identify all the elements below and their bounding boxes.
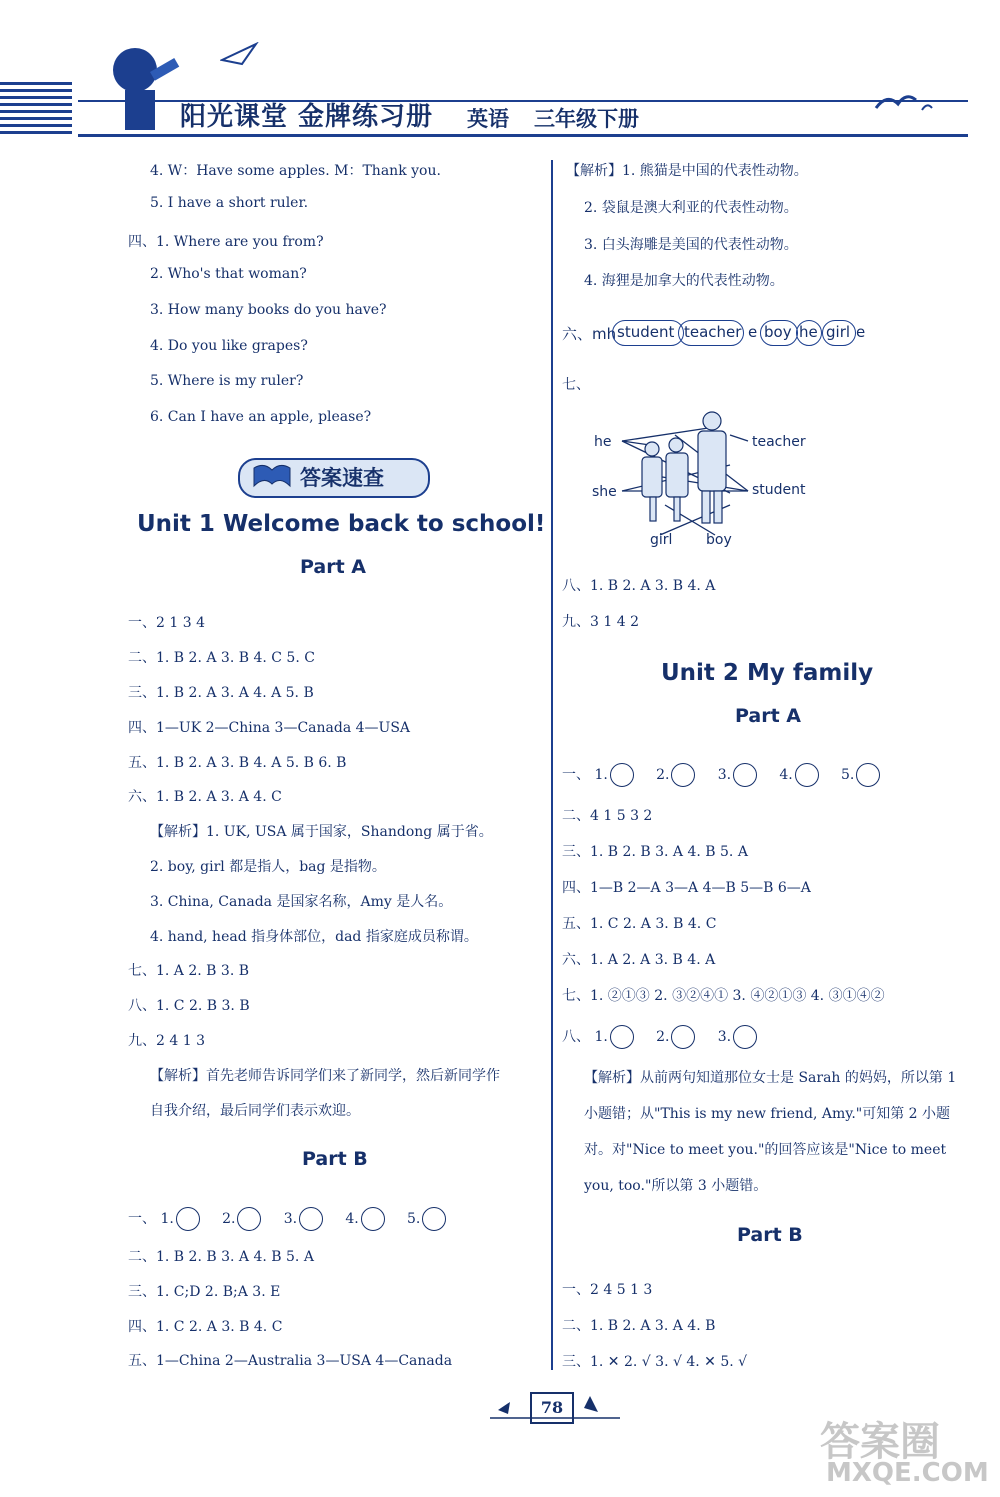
explanation-line: 自我介绍，最后同学们表示欢迎。 xyxy=(150,1103,360,1119)
header-stripes xyxy=(0,82,72,134)
answer-line: 四、1—B 2—A 3—A 4—B 5—B 6—A xyxy=(562,880,811,896)
watermark-logo: 答案圈 xyxy=(820,1419,940,1465)
answer-line: 三、1. C;D 2. B;A 3. E xyxy=(128,1284,281,1300)
unit1-title: Unit 1 Welcome back to school! xyxy=(137,511,546,537)
answer-line: 四、1. C 2. A 3. B 4. C xyxy=(128,1319,283,1335)
column-divider xyxy=(551,160,553,1370)
word-teacher: teacher xyxy=(684,323,742,341)
answer-line: 二、4 1 5 3 2 xyxy=(562,808,653,824)
smiley-face-icon xyxy=(671,1025,695,1049)
answer-line: 三、1. ✕ 2. √ 3. √ 4. ✕ 5. √ xyxy=(562,1354,748,1370)
answer-line: 八、1. B 2. A 3. B 4. A xyxy=(562,578,716,594)
smiley-face-icon xyxy=(610,1025,634,1049)
answer-line: 二、1. B 2. B 3. A 4. B 5. A xyxy=(128,1249,314,1265)
answer-line: 三、1. B 2. B 3. A 4. B 5. A xyxy=(562,844,748,860)
item-number: 3. xyxy=(717,767,732,783)
answer-line: 九、2 4 1 3 xyxy=(128,1033,205,1049)
answer-line: 九、3 1 4 2 xyxy=(562,614,639,630)
answer-line: 二、1. B 2. A 3. B 4. C 5. C xyxy=(128,650,315,666)
smiley-face-icon xyxy=(856,763,880,787)
unit2-partB-heading: Part B xyxy=(737,1224,803,1246)
item-number: 2. xyxy=(656,767,670,783)
explanation-line: 2. boy, girl 都是指人，bag 是指物。 xyxy=(150,859,386,875)
sad-face-icon xyxy=(671,763,695,787)
sad-face-icon xyxy=(422,1207,446,1231)
explanation-line: 4. hand, head 指身体部位，dad 指家庭成员称谓。 xyxy=(150,929,478,945)
smiley-face-icon xyxy=(795,763,819,787)
answer-line: 2. Who's that woman? xyxy=(150,266,307,282)
smiley-face-icon xyxy=(610,763,634,787)
explanation-line: 【解析】1. UK, USA 属于国家，Shandong 属于省。 xyxy=(150,824,493,840)
open-book-icon xyxy=(252,462,292,490)
smiley-face-icon xyxy=(176,1207,200,1231)
word-boy: boy xyxy=(764,323,792,341)
watermark-url: MXQE.COM xyxy=(826,1458,989,1488)
faces-row xyxy=(562,763,880,787)
item-number: 3. xyxy=(717,1029,732,1045)
row-prefix: 八、 xyxy=(562,1029,590,1045)
answer-line: 四、1. Where are you from? xyxy=(128,234,324,250)
explanation-line: 4. 海狸是加拿大的代表性动物。 xyxy=(584,273,784,289)
answer-line: 一、2 4 5 1 3 xyxy=(562,1282,653,1298)
answer-line: 五、1. C 2. A 3. B 4. C xyxy=(562,916,717,932)
word-he: he xyxy=(799,323,818,341)
answer-line: 七、 xyxy=(562,377,590,393)
faces-row xyxy=(128,1207,446,1231)
item-number: 4. xyxy=(345,1211,359,1227)
unit2-title: Unit 2 My family xyxy=(661,660,874,686)
explanation-line: 【解析】首先老师告诉同学们来了新同学，然后新同学作 xyxy=(150,1068,500,1084)
grade-label: 三年级下册 xyxy=(534,107,639,131)
answer-line: 5. I have a short ruler. xyxy=(150,195,309,211)
item-number: 2. xyxy=(656,1029,670,1045)
page-header xyxy=(0,0,1000,150)
answer-line: 五、1. B 2. A 3. B 4. A 5. B 6. B xyxy=(128,755,347,771)
unit1-partB-heading: Part B xyxy=(302,1148,368,1170)
answer-line: 七、1. A 2. B 3. B xyxy=(128,963,250,979)
explanation-line: 3. 白头海雕是美国的代表性动物。 xyxy=(584,237,798,253)
paper-plane-icon xyxy=(220,42,260,67)
explanation-line: 【解析】从前两句知道那位女士是 Sarah 的妈妈，所以第 1 xyxy=(584,1070,957,1086)
book-title: 阳光课堂 金牌练习册 xyxy=(180,102,434,132)
word-student: student xyxy=(617,323,675,341)
smiley-face-icon xyxy=(361,1207,385,1231)
explanation-line: 2. 袋鼠是澳大利亚的代表性动物。 xyxy=(584,200,798,216)
diagram-label-teacher: teacher xyxy=(752,434,806,450)
answer-line: 5. Where is my ruler? xyxy=(150,373,304,389)
subject-label: 英语 xyxy=(467,107,509,131)
answer-line: 五、1—China 2—Australia 3—USA 4—Canada xyxy=(128,1353,453,1369)
diagram-label-she: she xyxy=(592,484,617,500)
word-gap: e xyxy=(856,323,866,341)
row-prefix: 一、 xyxy=(562,767,590,783)
answer-line: 4. Do you like grapes? xyxy=(150,338,308,354)
item-number: 2. xyxy=(222,1211,236,1227)
answer-line: 八、1. C 2. B 3. B xyxy=(128,998,250,1014)
explanation-line: 对。对"Nice to meet you."的回答应该是"Nice to meet xyxy=(584,1142,947,1158)
item-number: 5. xyxy=(840,767,855,783)
word-girl: girl xyxy=(826,323,851,341)
sad-face-icon xyxy=(299,1207,323,1231)
smiley-face-icon xyxy=(733,763,757,787)
answer-line: 3. How many books do you have? xyxy=(150,302,387,318)
row-prefix: 六、mh xyxy=(562,325,617,343)
answer-line: 4. W：Have some apples. M：Thank you. xyxy=(150,163,441,179)
page-number: 78 xyxy=(530,1392,574,1424)
explanation-line: 小题错；从"This is my new friend, Amy."可知第 2 小题 xyxy=(584,1106,951,1122)
unit2-partA-heading: Part A xyxy=(735,705,802,727)
explanation-line: 3. China, Canada 是国家名称，Amy 是人名。 xyxy=(150,894,453,910)
explanation-line: you, too."所以第 3 小题错。 xyxy=(584,1178,768,1194)
answer-line: 六、1. B 2. A 3. A 4. C xyxy=(128,789,282,805)
diagram-label-student: student xyxy=(752,482,806,498)
faces-row xyxy=(562,1025,757,1049)
answer-line: 一、2 1 3 4 xyxy=(128,615,205,631)
word-gap: e xyxy=(748,323,758,341)
item-number: 1. xyxy=(594,1029,608,1045)
diagram-label-boy: boy xyxy=(706,532,732,548)
item-number: 1. xyxy=(594,767,608,783)
diagram-label-he: he xyxy=(594,434,612,450)
explanation-line: 【解析】1. 熊猫是中国的代表性动物。 xyxy=(566,163,808,179)
item-number: 5. xyxy=(406,1211,421,1227)
word-search-row xyxy=(562,323,616,344)
item-number: 3. xyxy=(283,1211,298,1227)
item-number: 1. xyxy=(160,1211,174,1227)
answer-line: 6. Can I have an apple, please? xyxy=(150,409,372,425)
sad-face-icon xyxy=(237,1207,261,1231)
answer-line: 七、1. ②①③ 2. ③②④① 3. ④②①③ 4. ③①④② xyxy=(562,988,885,1004)
answer-line: 三、1. B 2. A 3. A 4. A 5. B xyxy=(128,685,314,701)
item-number: 4. xyxy=(779,767,793,783)
matching-diagram xyxy=(590,405,820,555)
answer-line: 二、1. B 2. A 3. A 4. B xyxy=(562,1318,716,1334)
answer-line: 四、1—UK 2—China 3—Canada 4—USA xyxy=(128,720,411,736)
sad-face-icon xyxy=(733,1025,757,1049)
answer-key-title: 答案速查 xyxy=(300,466,384,490)
answer-line: 六、1. A 2. A 3. B 4. A xyxy=(562,952,716,968)
diagram-label-girl: girl xyxy=(650,532,673,548)
unit1-partA-heading: Part A xyxy=(300,556,367,578)
row-prefix: 一、 xyxy=(128,1211,156,1227)
